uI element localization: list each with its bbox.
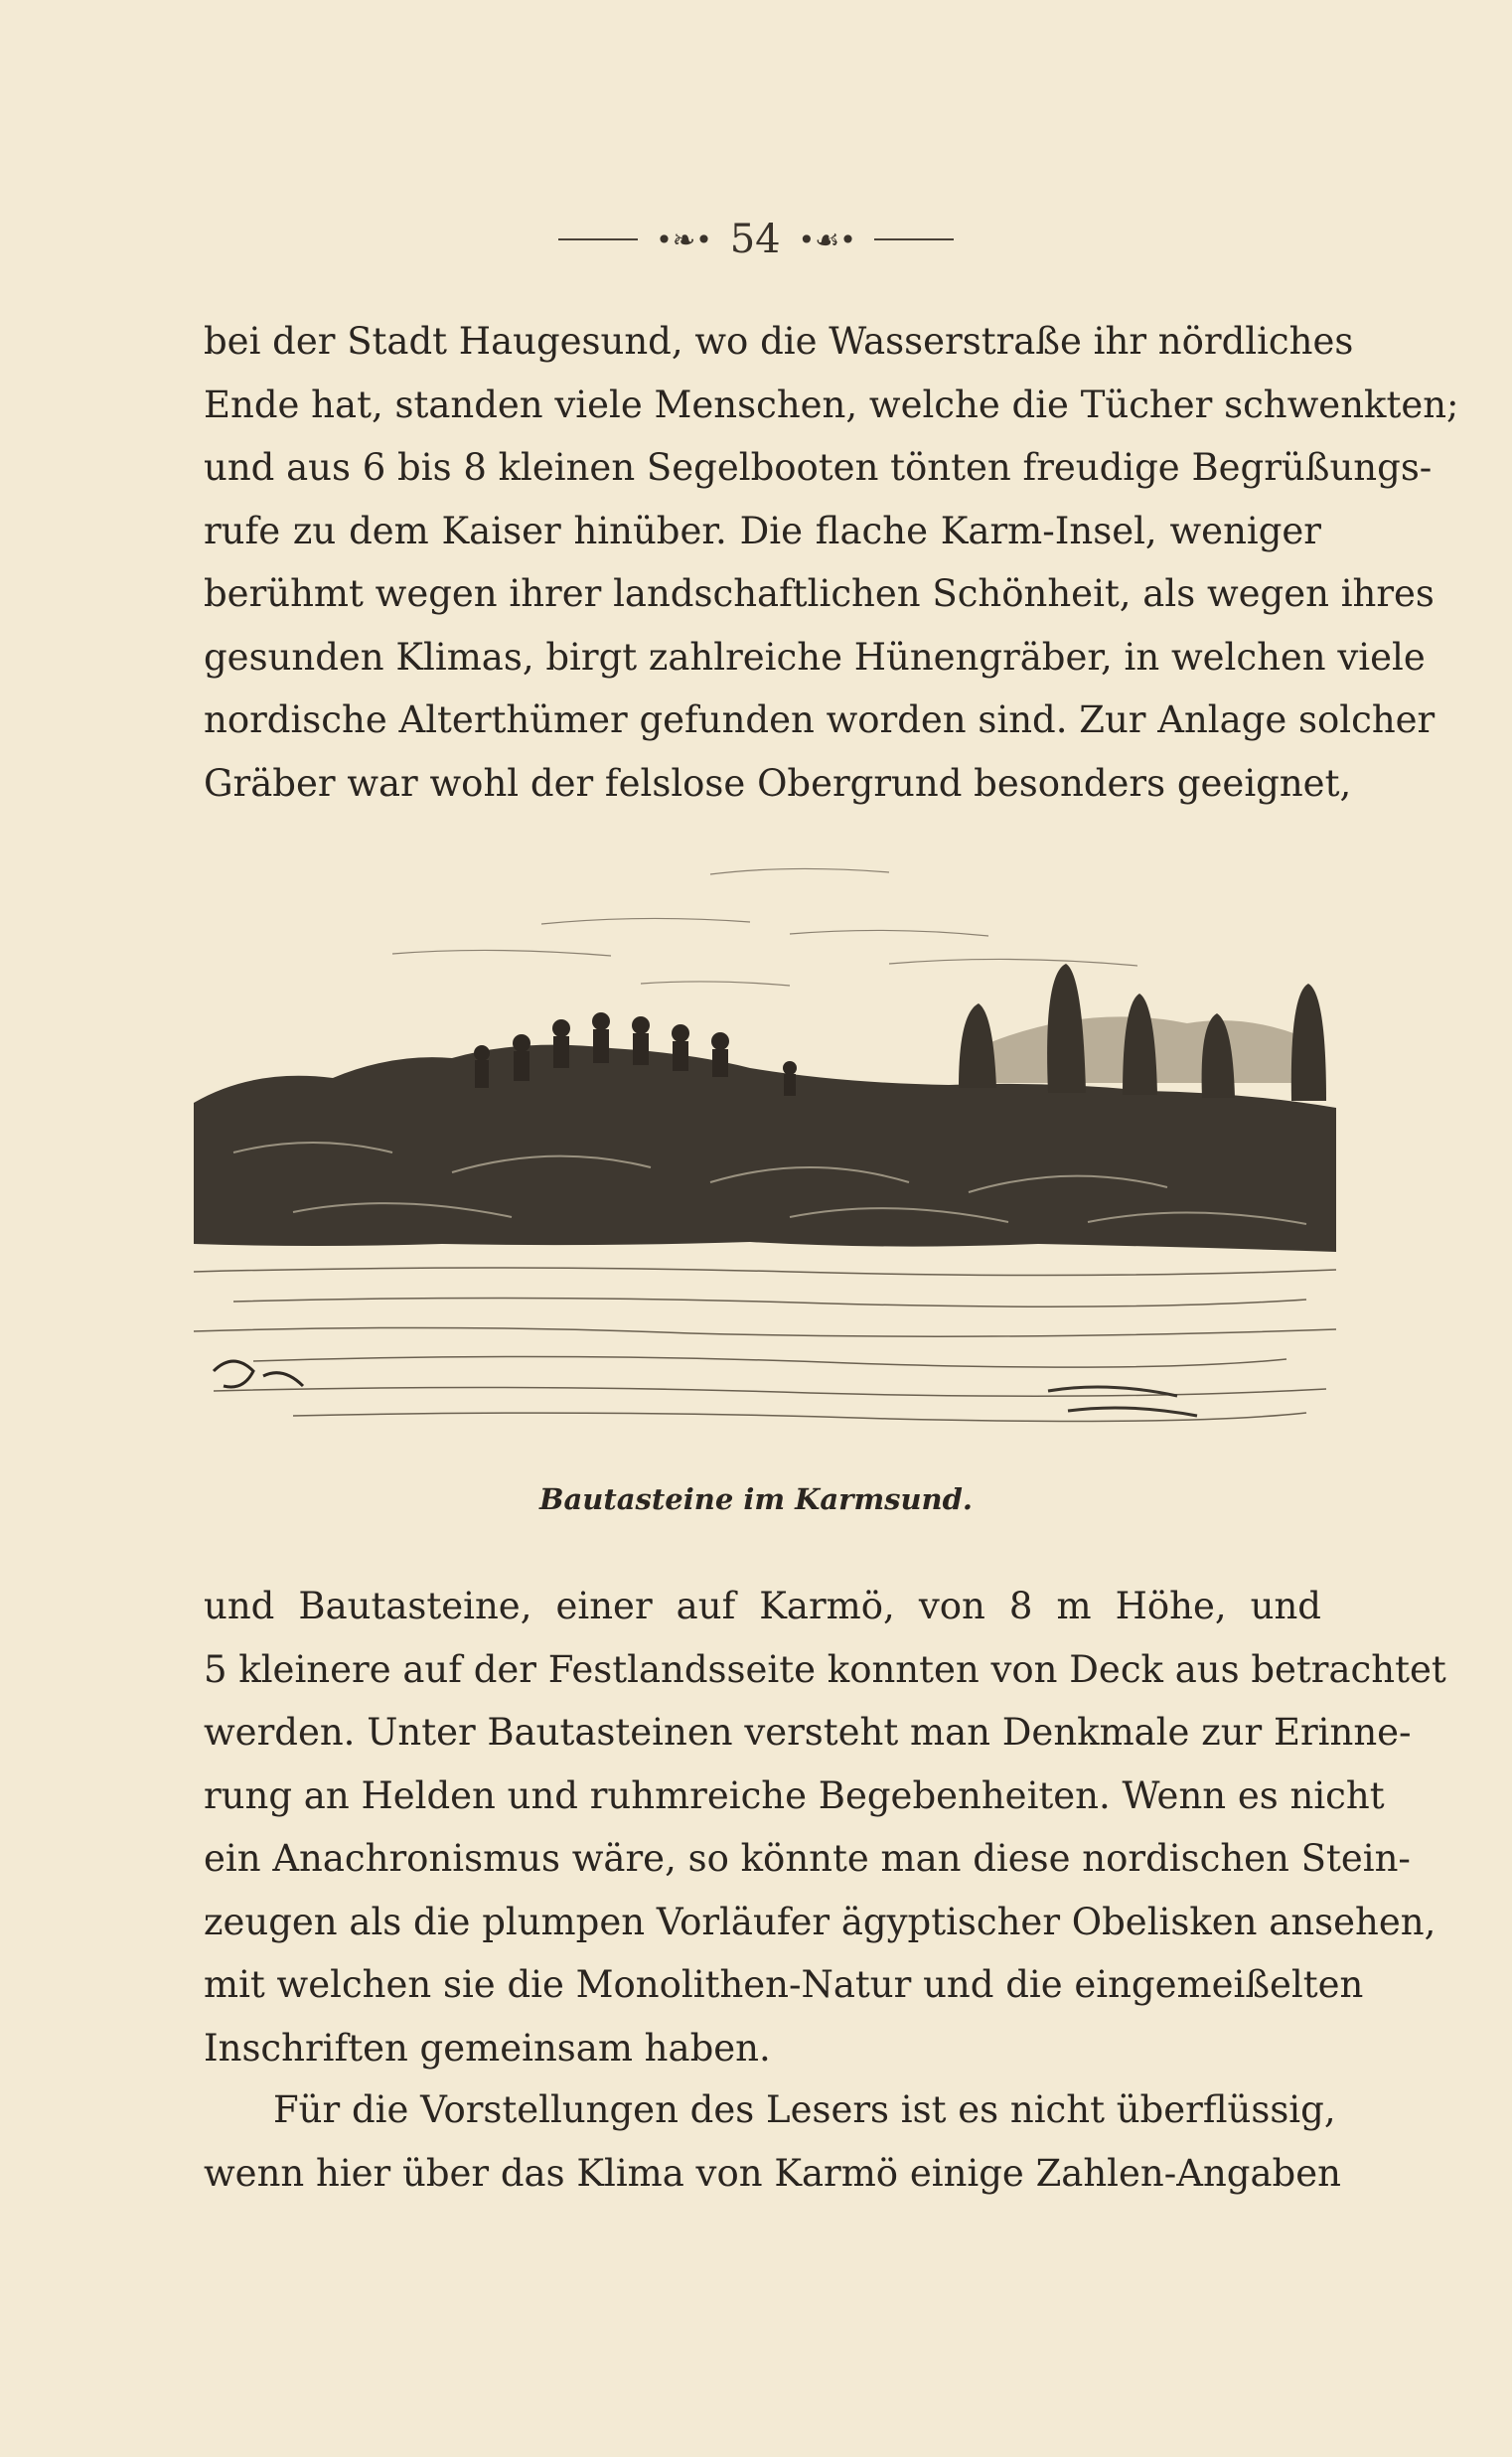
- text-line: gesunden Klimas, birgt zahlreiche Hünengräber, in welchen viele: [204, 635, 1426, 679]
- engraver-monogram: [214, 1361, 303, 1387]
- text-line: bei der Stadt Haugesund, wo die Wasserstraße ihr nördliches: [204, 320, 1354, 363]
- text-line: nordische Alterthümer gefunden worden sind. Zur Anlage solcher: [204, 698, 1436, 741]
- header-rule-left: [558, 238, 638, 240]
- page-number: 54: [729, 217, 781, 262]
- header-rule-right: [874, 238, 954, 240]
- text-line: 5 kleinere auf der Festlandsseite konnten von Deck aus betrachtet: [204, 1647, 1446, 1691]
- text-line: Für die Vorstellungen des Lesers ist es nicht überflüssig,: [273, 2088, 1336, 2131]
- paragraph-1: [204, 310, 1459, 815]
- engraving-illustration: [194, 854, 1336, 1451]
- text-line: Gräber war wohl der felslose Obergrund besonders geeignet,: [204, 761, 1352, 805]
- ornament-right-icon: •☙•: [798, 223, 856, 256]
- text-line: Inschriften gemeinsam haben.: [204, 2026, 771, 2070]
- page-header: [0, 217, 1512, 262]
- boat-strokes: [1048, 1387, 1197, 1416]
- text-line: und Bautasteine, einer auf Karmö, von 8 m Höhe, und: [204, 1585, 1321, 1627]
- text-line: zeugen als die plumpen Vorläufer ägyptischer Obelisken ansehen,: [204, 1900, 1436, 1943]
- text-line: ein Anachronismus wäre, so könnte man diese nordischen Stein-: [204, 1837, 1411, 1880]
- paragraph-2: [204, 1575, 1446, 2079]
- water-lines: [194, 1268, 1336, 1421]
- text-line: berühmt wegen ihrer landschaftlichen Schönheit, als wegen ihres: [204, 572, 1435, 615]
- text-line: Ende hat, standen viele Menschen, welche die Tücher schwenkten;: [204, 383, 1459, 426]
- sky-strokes: [392, 868, 1137, 986]
- illustration-caption: Bautasteine im Karmsund.: [538, 1482, 974, 1516]
- text-line: rufe zu dem Kaiser hinüber. Die flache Karm-Insel, weniger: [204, 509, 1321, 552]
- text-line: und aus 6 bis 8 kleinen Segelbooten tönten freudige Begrüßungs-: [204, 446, 1433, 489]
- paragraph-3: [204, 2078, 1341, 2205]
- text-line: mit welchen sie die Monolithen-Natur und die eingemeißelten: [204, 1963, 1364, 2006]
- text-line: wenn hier über das Klima von Karmö einige Zahlen-Angaben: [204, 2151, 1341, 2195]
- ornament-left-icon: •❧•: [656, 223, 712, 256]
- text-line: rung an Helden und ruhmreiche Begebenheiten. Wenn es nicht: [204, 1773, 1385, 1817]
- text-line: werden. Unter Bautasteinen versteht man Denkmale zur Erinne-: [204, 1711, 1412, 1754]
